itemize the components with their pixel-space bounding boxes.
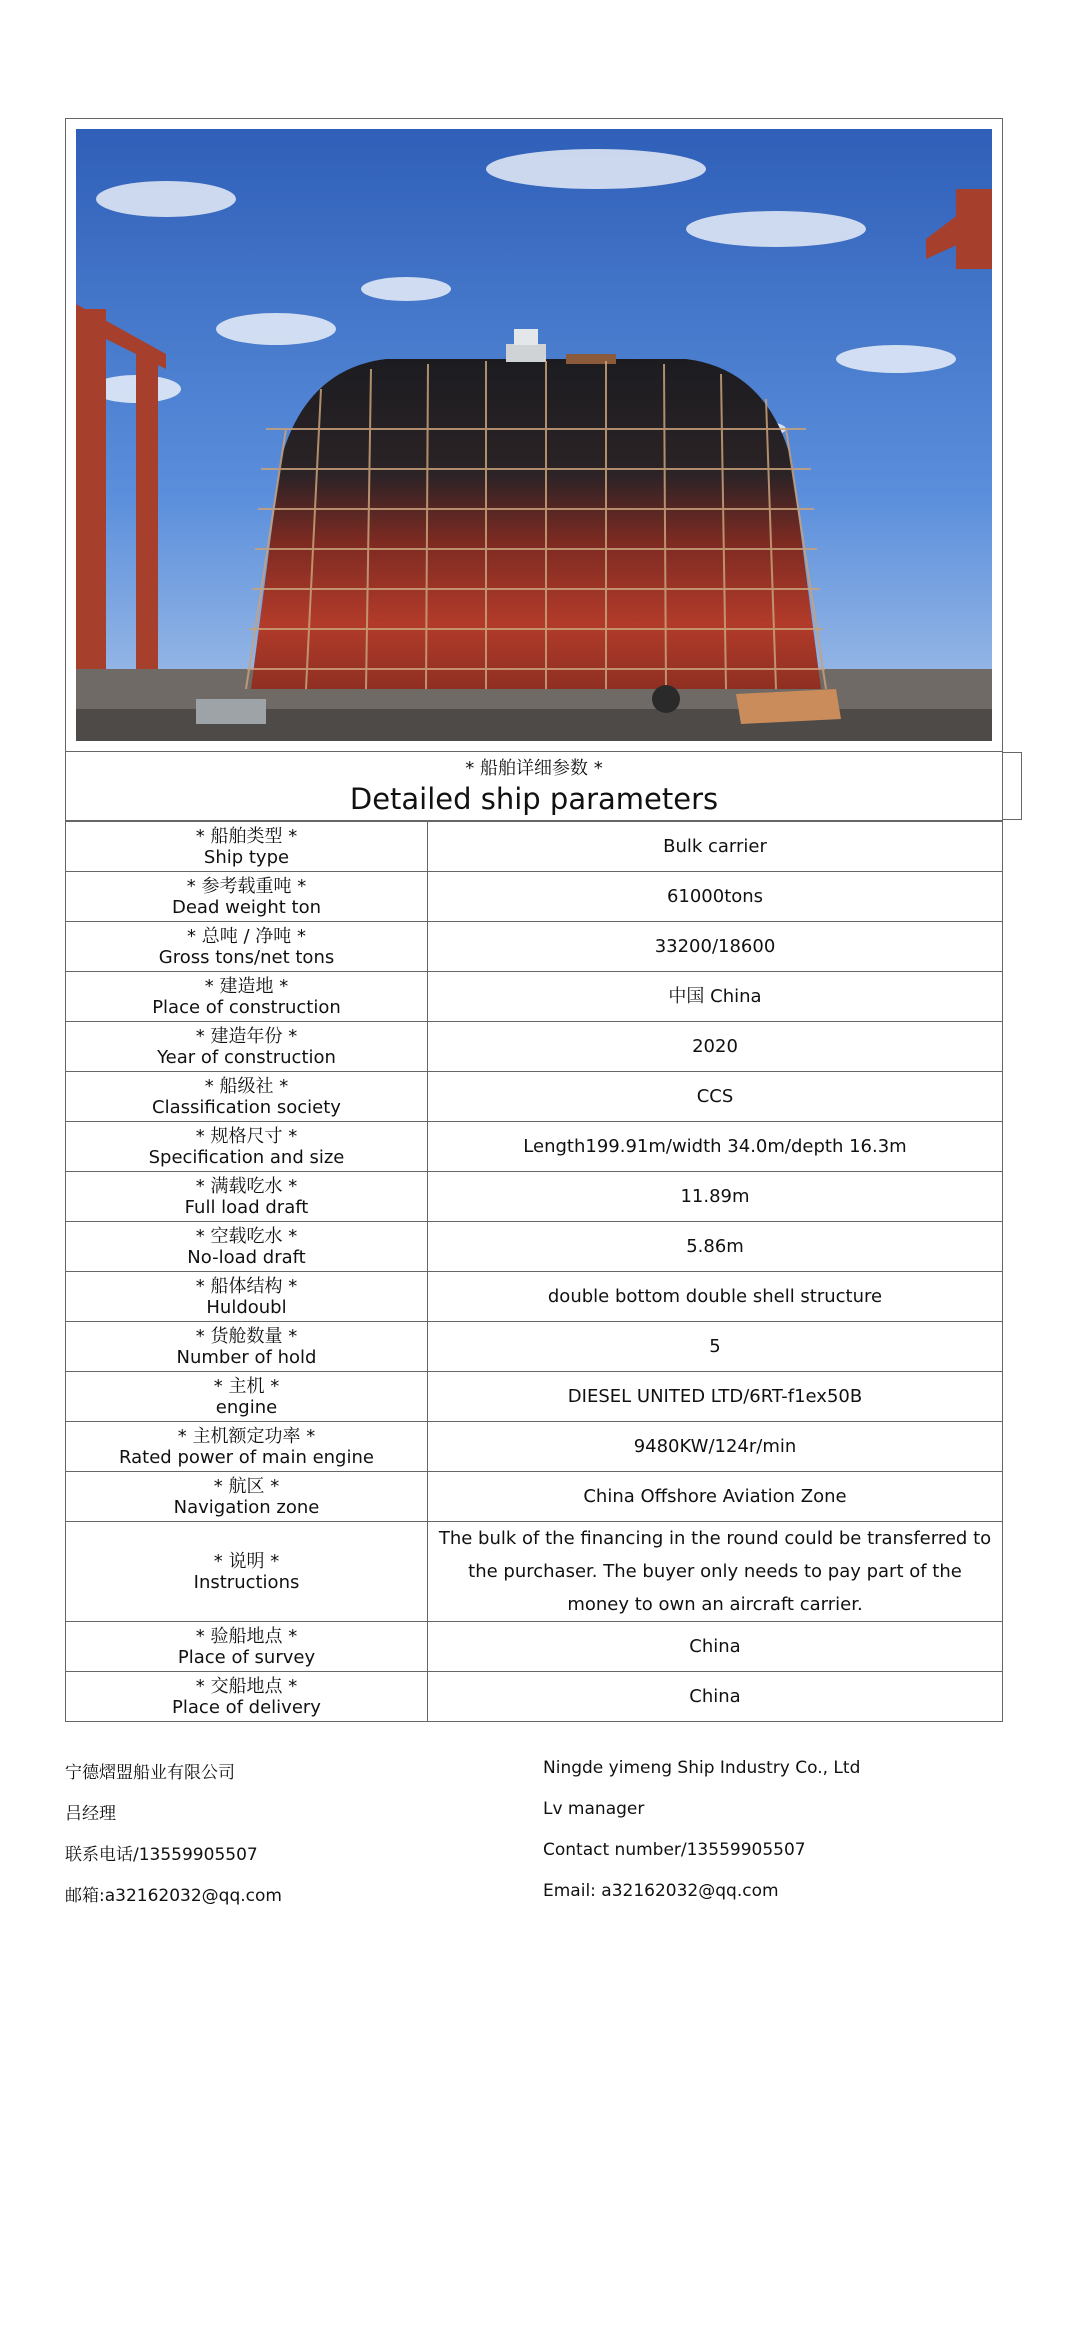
spec-row	[66, 1422, 1003, 1472]
contact-block	[65, 1750, 1015, 1914]
spec-label-en: Ship type	[203, 846, 290, 868]
spec-row	[66, 1322, 1003, 1372]
spec-value: 9480KW/124r/min	[428, 1422, 1003, 1472]
spec-label-en: Dead weight ton	[171, 896, 321, 918]
email-en: Email: a32162032@qq.com	[543, 1881, 779, 1901]
spec-label-zh: * 建造地 *	[204, 975, 289, 997]
spec-label-en: Number of hold	[176, 1346, 317, 1368]
spec-value: 11.89m	[428, 1172, 1003, 1222]
spec-label-en: Full load draft	[184, 1196, 309, 1218]
spec-label-en: Place of delivery	[172, 1696, 321, 1718]
spec-label-en: Rated power of main engine	[119, 1446, 374, 1468]
spec-row	[66, 1122, 1003, 1172]
spec-label	[66, 1472, 428, 1522]
spec-label	[66, 1672, 428, 1722]
spec-value: 2020	[428, 1022, 1003, 1072]
spec-label-zh: * 验船地点 *	[195, 1625, 298, 1647]
spec-row	[66, 1172, 1003, 1222]
spec-label-en: Navigation zone	[173, 1496, 320, 1518]
spec-label	[66, 1222, 428, 1272]
spec-value: 61000tons	[428, 872, 1003, 922]
ship-spec-sheet	[65, 118, 1003, 1722]
spec-label-zh: * 满载吃水 *	[195, 1175, 298, 1197]
spec-row	[66, 822, 1003, 872]
spec-label-zh: * 建造年份 *	[195, 1025, 298, 1047]
spec-value: DIESEL UNITED LTD/6RT-f1ex50B	[428, 1372, 1003, 1422]
spec-label-zh: * 船舶类型 *	[195, 825, 298, 847]
spec-row	[66, 972, 1003, 1022]
manager-zh: 吕经理	[65, 1804, 116, 1824]
company-zh: 宁德熠盟船业有限公司	[65, 1763, 235, 1783]
spec-label-zh: * 总吨 / 净吨 *	[187, 925, 306, 947]
spec-row	[66, 1672, 1003, 1722]
spec-label	[66, 1422, 428, 1472]
spec-value: CCS	[428, 1072, 1003, 1122]
ship-photo	[76, 129, 992, 741]
spec-row	[66, 1272, 1003, 1322]
spec-label-zh: * 规格尺寸 *	[195, 1125, 298, 1147]
spec-value: double bottom double shell structure	[428, 1272, 1003, 1322]
header-extension	[1002, 752, 1022, 820]
spec-row	[66, 1222, 1003, 1272]
spec-label	[66, 1022, 428, 1072]
spec-value: Length199.91m/width 34.0m/depth 16.3m	[428, 1122, 1003, 1172]
contact-row-manager	[65, 1791, 1015, 1832]
spec-label	[66, 1072, 428, 1122]
spec-label	[66, 1272, 428, 1322]
spec-label-zh: * 船体结构 *	[195, 1275, 298, 1297]
spec-value: China	[428, 1672, 1003, 1722]
spec-value: 中国 China	[428, 972, 1003, 1022]
manager-en: Lv manager	[543, 1799, 645, 1819]
spec-label-zh: * 说明 *	[213, 1550, 280, 1572]
spec-label	[66, 1172, 428, 1222]
spec-row	[66, 1372, 1003, 1422]
spec-row	[66, 1022, 1003, 1072]
spec-label-en: Place of construction	[152, 996, 341, 1018]
spec-row	[66, 1072, 1003, 1122]
spec-value: The bulk of the financing in the round could be transferred to the purchaser. The buyer only needs to pay part of the money to own an aircraft carrier.	[428, 1522, 1003, 1622]
spec-label-zh: * 货舱数量 *	[195, 1325, 298, 1347]
spec-value: 5	[428, 1322, 1003, 1372]
spec-value: China	[428, 1622, 1003, 1672]
spec-label-en: Gross tons/net tons	[158, 946, 335, 968]
spec-label-zh: * 船级社 *	[204, 1075, 289, 1097]
spec-value: 5.86m	[428, 1222, 1003, 1272]
spec-row	[66, 872, 1003, 922]
spec-label-zh: * 航区 *	[213, 1475, 280, 1497]
spec-label	[66, 922, 428, 972]
spec-value: China Offshore Aviation Zone	[428, 1472, 1003, 1522]
spec-label-en: Specification and size	[148, 1146, 345, 1168]
spec-row	[66, 1472, 1003, 1522]
photo-frame	[65, 118, 1003, 752]
phone-zh: 联系电话/13559905507	[65, 1845, 258, 1865]
email-zh: 邮箱:a32162032@qq.com	[65, 1886, 282, 1906]
spec-label	[66, 1322, 428, 1372]
spec-label	[66, 872, 428, 922]
phone-en: Contact number/13559905507	[543, 1840, 806, 1860]
spec-row	[66, 1522, 1003, 1622]
spec-label-en: Place of survey	[177, 1646, 316, 1668]
spec-label	[66, 822, 428, 872]
spec-label-en: Huldoubl	[206, 1296, 287, 1318]
spec-label-zh: * 交船地点 *	[195, 1675, 298, 1697]
contact-row-phone	[65, 1832, 1015, 1873]
spec-label-en: Instructions	[193, 1571, 300, 1593]
spec-label-en: engine	[215, 1396, 278, 1418]
spec-label-en: Classification society	[152, 1096, 341, 1118]
spec-label-zh: * 主机额定功率 *	[177, 1425, 316, 1447]
spec-label	[66, 972, 428, 1022]
spec-value: 33200/18600	[428, 922, 1003, 972]
spec-label-zh: * 空载吃水 *	[195, 1225, 298, 1247]
spec-header	[65, 752, 1003, 821]
spec-label	[66, 1372, 428, 1422]
spec-label	[66, 1522, 428, 1622]
spec-label-en: No-load draft	[187, 1246, 306, 1268]
spec-label-zh: * 参考载重吨 *	[186, 875, 307, 897]
company-en: Ningde yimeng Ship Industry Co., Ltd	[543, 1758, 861, 1778]
header-title-en: Detailed ship parameters	[349, 782, 719, 816]
spec-table	[65, 821, 1003, 1722]
spec-label	[66, 1122, 428, 1172]
spec-label-zh: * 主机 *	[213, 1375, 280, 1397]
contact-row-email	[65, 1873, 1015, 1914]
contact-row-company	[65, 1750, 1015, 1791]
spec-value: Bulk carrier	[428, 822, 1003, 872]
spec-row	[66, 1622, 1003, 1672]
spec-label-en: Year of construction	[157, 1046, 336, 1068]
spec-label	[66, 1622, 428, 1672]
spec-row	[66, 922, 1003, 972]
header-title-zh: * 船舶详细参数 *	[465, 758, 603, 779]
